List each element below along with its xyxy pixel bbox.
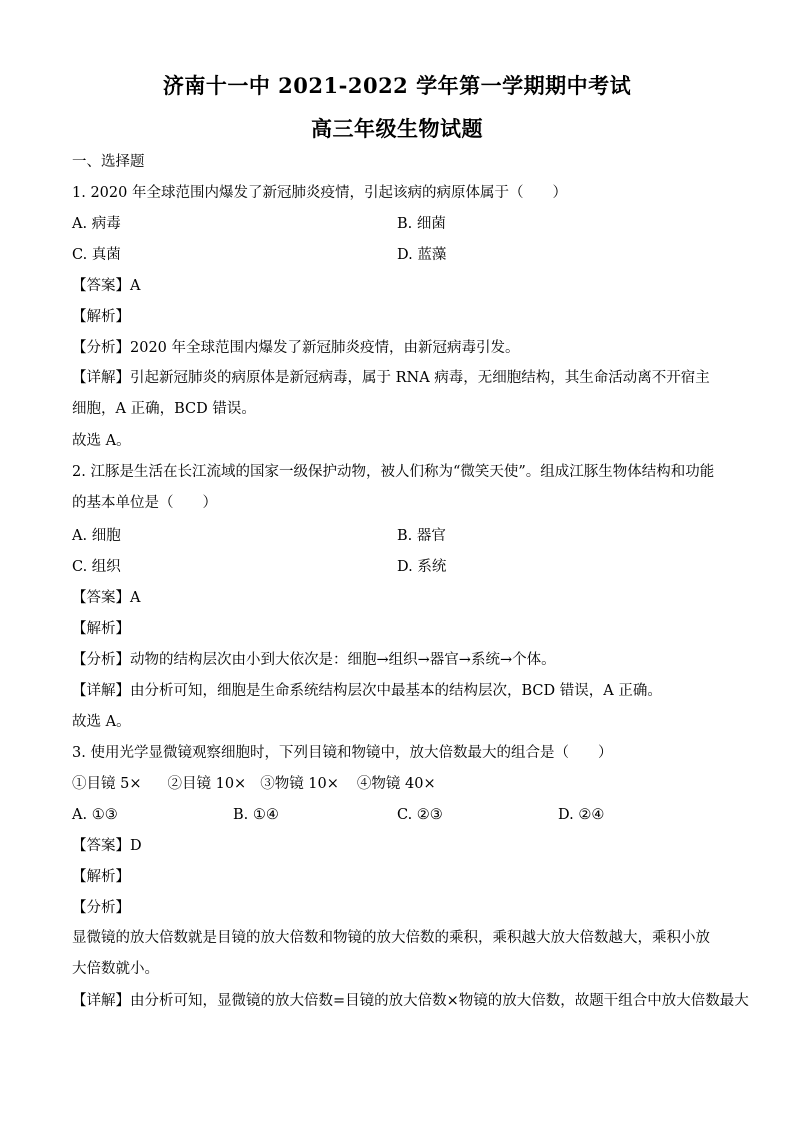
q1-detail: 【详解】引起新冠肺炎的病原体是新冠病毒，属于 RNA 病毒，无细胞结构，其生命活动离不开宿主细胞，A 正确，BCD 错误。 (72, 370, 710, 417)
q3-stem: 3. 使用光学显微镜观察细胞时，下列目镜和物镜中，放大倍数最大的组合是（ ） (72, 745, 613, 761)
q1-option-b: B. 细菌 (397, 216, 446, 232)
q2-jiexi-label: 【解析】 (72, 621, 130, 637)
q2-option-b: B. 器官 (397, 528, 446, 544)
q1-conclusion: 故选 A。 (72, 433, 131, 449)
q3-option-b: B. ①④ (233, 807, 279, 823)
q2-detail: 【详解】由分析可知，细胞是生命系统结构层次中最基本的结构层次，BCD 错误，A 正确。 (72, 683, 662, 699)
q2-option-d: D. 系统 (397, 559, 447, 575)
q3-jiexi-label: 【解析】 (72, 869, 130, 885)
q1-option-a: A. 病毒 (72, 216, 121, 232)
q2-answer: 【答案】A (72, 590, 141, 606)
q3-item-2: ②目镜 10× (167, 776, 247, 792)
q3-item-3: ③物镜 10× (260, 776, 339, 792)
q3-analysis-text: 显微镜的放大倍数就是目镜的放大倍数和物镜的放大倍数的乘积，乘积越大放大倍数越大，乘积小放大倍数就小。 (72, 930, 710, 977)
q1-option-d: D. 蓝藻 (397, 247, 447, 263)
q1-option-c: C. 真菌 (72, 247, 121, 263)
q1-answer: 【答案】A (72, 278, 141, 294)
q2-option-a: A. 细胞 (72, 528, 121, 544)
q2-conclusion: 故选 A。 (72, 714, 131, 730)
q3-option-c: C. ②③ (397, 807, 443, 823)
q3-analysis-label: 【分析】 (72, 900, 130, 916)
q3-answer: 【答案】D (72, 838, 142, 854)
q3-item-4: ④物镜 40× (356, 776, 436, 792)
q3-option-a: A. ①③ (72, 807, 118, 823)
q1-jiexi-label: 【解析】 (72, 309, 130, 325)
exam-title: 济南十一中 2021-2022 学年第一学期期中考试 (162, 73, 632, 98)
q1-analysis: 【分析】2020 年全球范围内爆发了新冠肺炎疫情，由新冠病毒引发。 (72, 340, 520, 356)
q2-stem: 2. 江豚是生活在长江流域的国家一级保护动物，被人们称为“微笑天使”。组成江豚生物体结构和功能的基本单位是（ ） (72, 464, 715, 511)
exam-subtitle: 高三年级生物试题 (311, 116, 483, 141)
section-heading: 一、选择题 (72, 154, 145, 170)
q3-detail: 【详解】由分析可知，显微镜的放大倍数=目镜的放大倍数×物镜的放大倍数，故题干组合中放大倍数最大 (72, 993, 749, 1009)
q1-stem: 1. 2020 年全球范围内爆发了新冠肺炎疫情，引起该病的病原体属于（ ） (72, 185, 567, 201)
q2-option-c: C. 组织 (72, 559, 121, 575)
q3-item-1: ①目镜 5× (72, 776, 142, 792)
q3-items (72, 774, 436, 794)
q2-analysis: 【分析】动物的结构层次由小到大依次是：细胞→组织→器官→系统→个体。 (72, 652, 556, 668)
q3-option-d: D. ②④ (558, 807, 605, 823)
